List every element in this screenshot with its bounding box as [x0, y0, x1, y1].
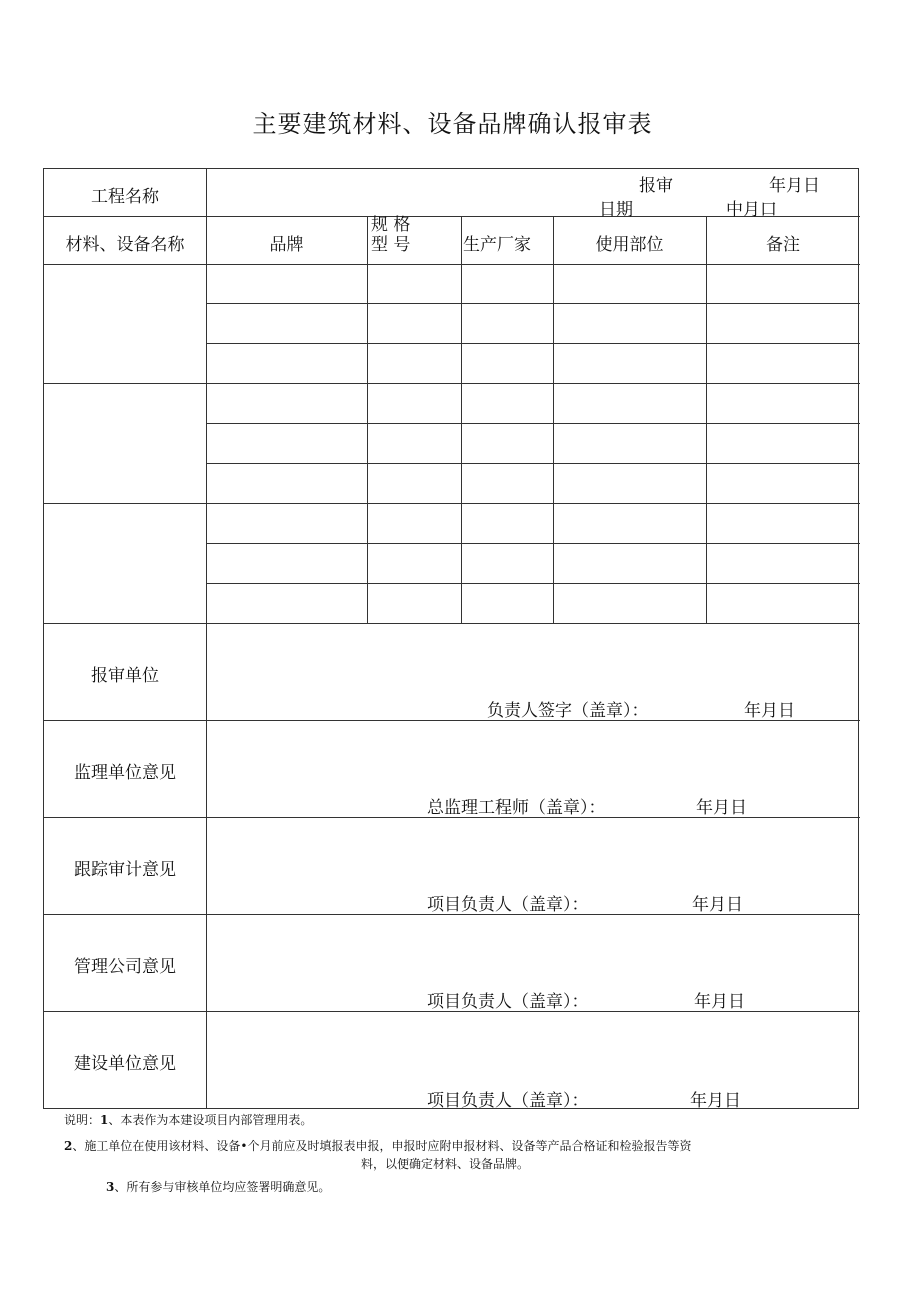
note-text: 、本表作为本建设项目内部管理用表。 — [108, 1113, 313, 1127]
row-divider — [44, 503, 860, 504]
row-divider — [206, 583, 860, 584]
report-date-value: 年月日 — [769, 176, 820, 196]
column-divider — [367, 216, 368, 623]
report-date-value: 中月口 — [726, 200, 777, 220]
column-divider — [461, 216, 462, 623]
section-signature-label: 负责人签字（盖章）： — [487, 701, 649, 721]
column-header-spec: 规 格 — [371, 215, 411, 235]
row-divider — [44, 264, 860, 265]
column-divider — [706, 216, 707, 623]
note-2 — [64, 1137, 691, 1154]
note-number: 3 — [106, 1180, 115, 1194]
note-number: 2 — [64, 1139, 73, 1153]
section-signature-label: 项目负责人（盖章）： — [427, 1091, 589, 1111]
section-label: 建设单位意见 — [74, 1054, 176, 1074]
column-header-model: 型 号 — [371, 235, 411, 255]
column-header-location: 使用部位 — [595, 235, 664, 255]
row-divider — [206, 423, 860, 424]
column-header-brand: 品牌 — [269, 235, 304, 255]
row-divider — [44, 623, 860, 624]
page-title: 主要建筑材料、设备品牌确认报审表 — [252, 110, 653, 138]
section-date: 年月日 — [744, 701, 795, 721]
project-name-label: 工程名称 — [91, 187, 159, 207]
column-divider — [553, 216, 554, 623]
row-divider — [206, 543, 860, 544]
section-date: 年月日 — [690, 1091, 741, 1111]
note-text: 、所有参与审核单位均应签署明确意见。 — [114, 1180, 331, 1194]
note-1 — [64, 1111, 312, 1128]
approval-form-table — [43, 168, 859, 1109]
section-date: 年月日 — [694, 992, 745, 1012]
row-divider — [206, 303, 860, 304]
section-label: 报审单位 — [91, 666, 159, 686]
note-number: 1 — [100, 1113, 109, 1127]
section-signature-label: 项目负责人（盖章）： — [427, 992, 589, 1012]
row-divider — [44, 720, 860, 721]
report-date-label: 报审 — [639, 176, 673, 196]
section-date: 年月日 — [696, 798, 747, 818]
section-signature-label: 总监理工程师（盖章）： — [427, 798, 606, 818]
note-text: 、施工单位在使用该材料、设备•个月前应及时填报表申报，申报时应附申报材料、设备等产品合格证和检验报告等资 — [72, 1139, 692, 1153]
column-header-manufacturer: 生产厂家 — [463, 235, 531, 255]
note-2-continued: 料，以便确定材料、设备品牌。 — [361, 1157, 530, 1171]
column-divider — [206, 169, 207, 1109]
section-date: 年月日 — [692, 895, 743, 915]
row-divider — [206, 463, 860, 464]
column-header-remark: 备注 — [766, 235, 800, 255]
row-divider — [44, 383, 860, 384]
section-label: 跟踪审计意见 — [74, 860, 176, 880]
column-header-material: 材料、设备名称 — [65, 235, 185, 255]
section-label: 管理公司意见 — [74, 957, 176, 977]
row-divider — [206, 343, 860, 344]
section-signature-label: 项目负责人（盖章）： — [427, 895, 589, 915]
note-3 — [106, 1178, 330, 1195]
section-label: 监理单位意见 — [74, 763, 176, 783]
note-prefix: 说明： — [64, 1113, 101, 1127]
report-date-label: 日期 — [599, 200, 633, 220]
